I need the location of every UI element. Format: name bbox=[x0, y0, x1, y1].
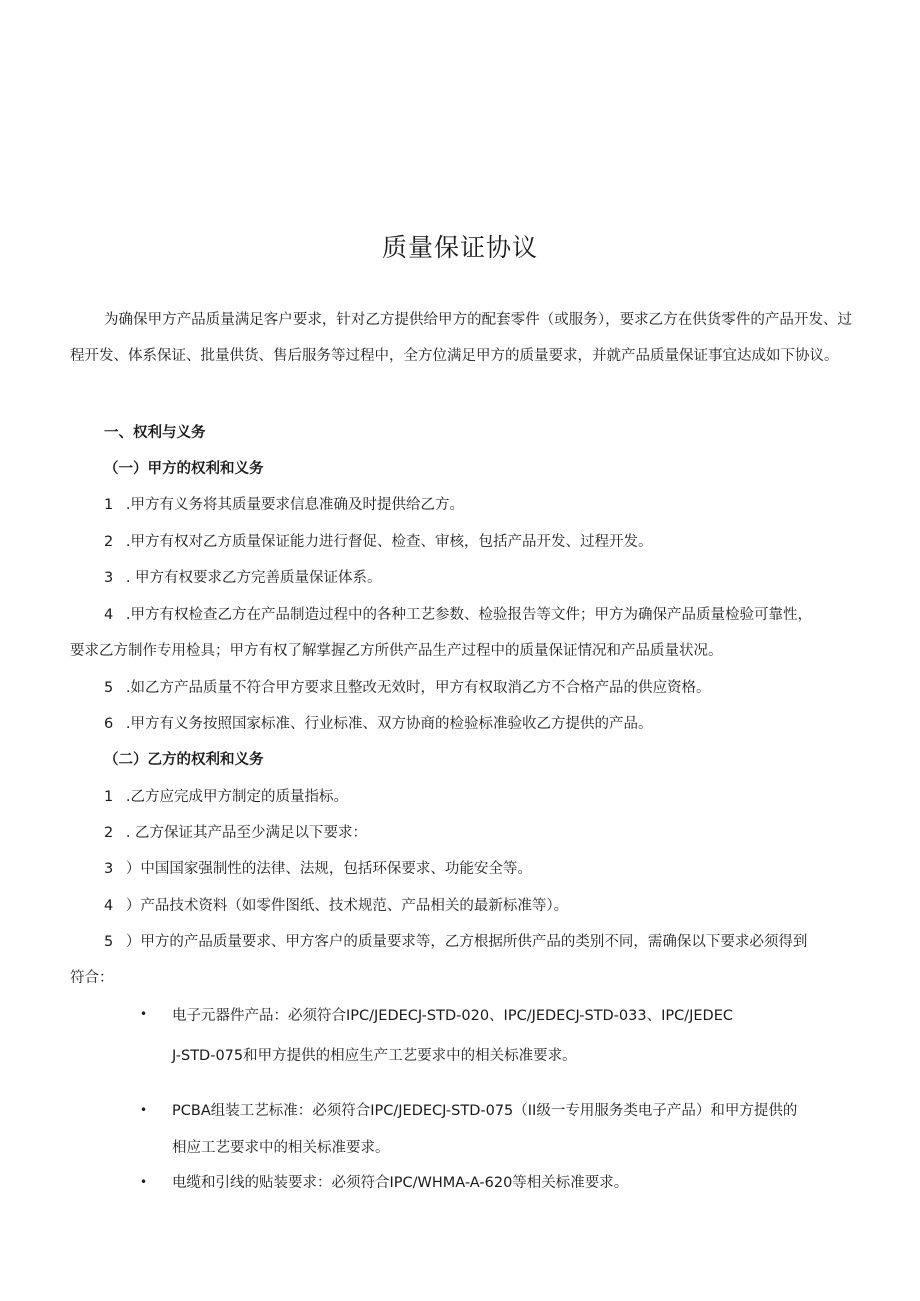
item-number: 3 bbox=[104, 861, 114, 877]
item-number: 2 bbox=[104, 534, 114, 550]
item-text: .甲方有义务将其质量要求信息准确及时提供给乙方。 bbox=[125, 497, 464, 513]
bullet-marker: • bbox=[140, 1175, 148, 1189]
bullet-item-line: 电缆和引线的贴装要求：必须符合IPC/WHMA-A-620等相关标准要求。 bbox=[172, 1175, 629, 1191]
party-a-item bbox=[104, 493, 464, 514]
subsection-heading-party-a: （一）甲方的权利和义务 bbox=[104, 461, 264, 477]
party-a-item-continuation: 要求乙方制作专用检具；甲方有权了解掌握乙方所供产品生产过程中的质量保证情况和产品质量状况。 bbox=[70, 643, 723, 659]
document-title: 质量保证协议 bbox=[381, 233, 538, 262]
item-text: . 甲方有权要求乙方完善质量保证体系。 bbox=[125, 570, 382, 586]
bullet-marker: • bbox=[140, 1007, 148, 1021]
item-text: ）中国国家强制性的法律、法规，包括环保要求、功能安全等。 bbox=[125, 861, 532, 877]
party-b-item bbox=[104, 785, 348, 806]
party-b-item bbox=[104, 894, 568, 915]
party-b-item bbox=[104, 930, 807, 951]
item-text: . 乙方保证其产品至少满足以下要求： bbox=[125, 825, 368, 841]
party-b-item bbox=[104, 821, 367, 842]
item-number: 4 bbox=[104, 607, 114, 623]
item-number: 5 bbox=[104, 934, 114, 950]
item-number: 3 bbox=[104, 570, 114, 586]
item-text: .如乙方产品质量不符合甲方要求且整改无效时，甲方有权取消乙方不合格产品的供应资格。 bbox=[125, 680, 711, 696]
item-text: ）甲方的产品质量要求、甲方客户的质量要求等，乙方根据所供产品的类别不同，需确保以下要求必须得到 bbox=[125, 934, 808, 950]
subsection-heading-party-b: （二）乙方的权利和义务 bbox=[104, 752, 264, 768]
bullet-item-line: 相应工艺要求中的相关标准要求。 bbox=[172, 1140, 390, 1156]
item-number: 2 bbox=[104, 825, 114, 841]
party-b-item bbox=[104, 857, 532, 878]
item-text: .乙方应完成甲方制定的质量指标。 bbox=[125, 789, 348, 805]
item-number: 1 bbox=[104, 497, 114, 513]
party-a-item bbox=[104, 566, 382, 587]
bullet-marker: • bbox=[140, 1103, 148, 1117]
intro-paragraph: 为确保甲方产品质量满足客户要求，针对乙方提供给甲方的配套零件（或服务），要求乙方在供货零件的产品开发、过程开发、体系保证、批量供货、售后服务等过程中，全方位满足甲方的质量要求，并就产品质量保证事宜达成如下协议。 bbox=[70, 312, 852, 364]
item-number: 4 bbox=[104, 898, 114, 914]
item-text: .甲方有权检查乙方在产品制造过程中的各种工艺参数、检验报告等文件；甲方为确保产品质量检验可靠性， bbox=[125, 607, 812, 623]
bullet-item-line: 电子元器件产品：必须符合IPC/JEDECJ-STD-020、IPC/JEDECJ-STD-033、IPC/JEDEC bbox=[172, 1008, 734, 1024]
item-number: 5 bbox=[104, 680, 114, 696]
item-number: 1 bbox=[104, 789, 114, 805]
item-number: 6 bbox=[104, 716, 114, 732]
item-text: ）产品技术资料（如零件图纸、技术规范、产品相关的最新标准等）。 bbox=[125, 898, 569, 914]
bullet-item-line: J-STD-075和甲方提供的相应生产工艺要求中的相关标准要求。 bbox=[172, 1048, 577, 1064]
party-a-item bbox=[104, 676, 710, 697]
party-a-item bbox=[104, 712, 652, 733]
item-text: .甲方有义务按照国家标准、行业标准、双方协商的检验标准验收乙方提供的产品。 bbox=[125, 716, 653, 732]
party-b-item-continuation: 符合： bbox=[70, 970, 114, 986]
party-a-item bbox=[104, 603, 812, 624]
bullet-item-line: PCBA组装工艺标准：必须符合IPC/JEDECJ-STD-075（II级一专用服务类电子产品）和甲方提供的 bbox=[172, 1103, 798, 1119]
section-heading-rights: 一、权利与义务 bbox=[104, 425, 206, 441]
item-text: .甲方有权对乙方质量保证能力进行督促、检查、审核，包括产品开发、过程开发。 bbox=[125, 534, 653, 550]
party-a-item bbox=[104, 530, 652, 551]
